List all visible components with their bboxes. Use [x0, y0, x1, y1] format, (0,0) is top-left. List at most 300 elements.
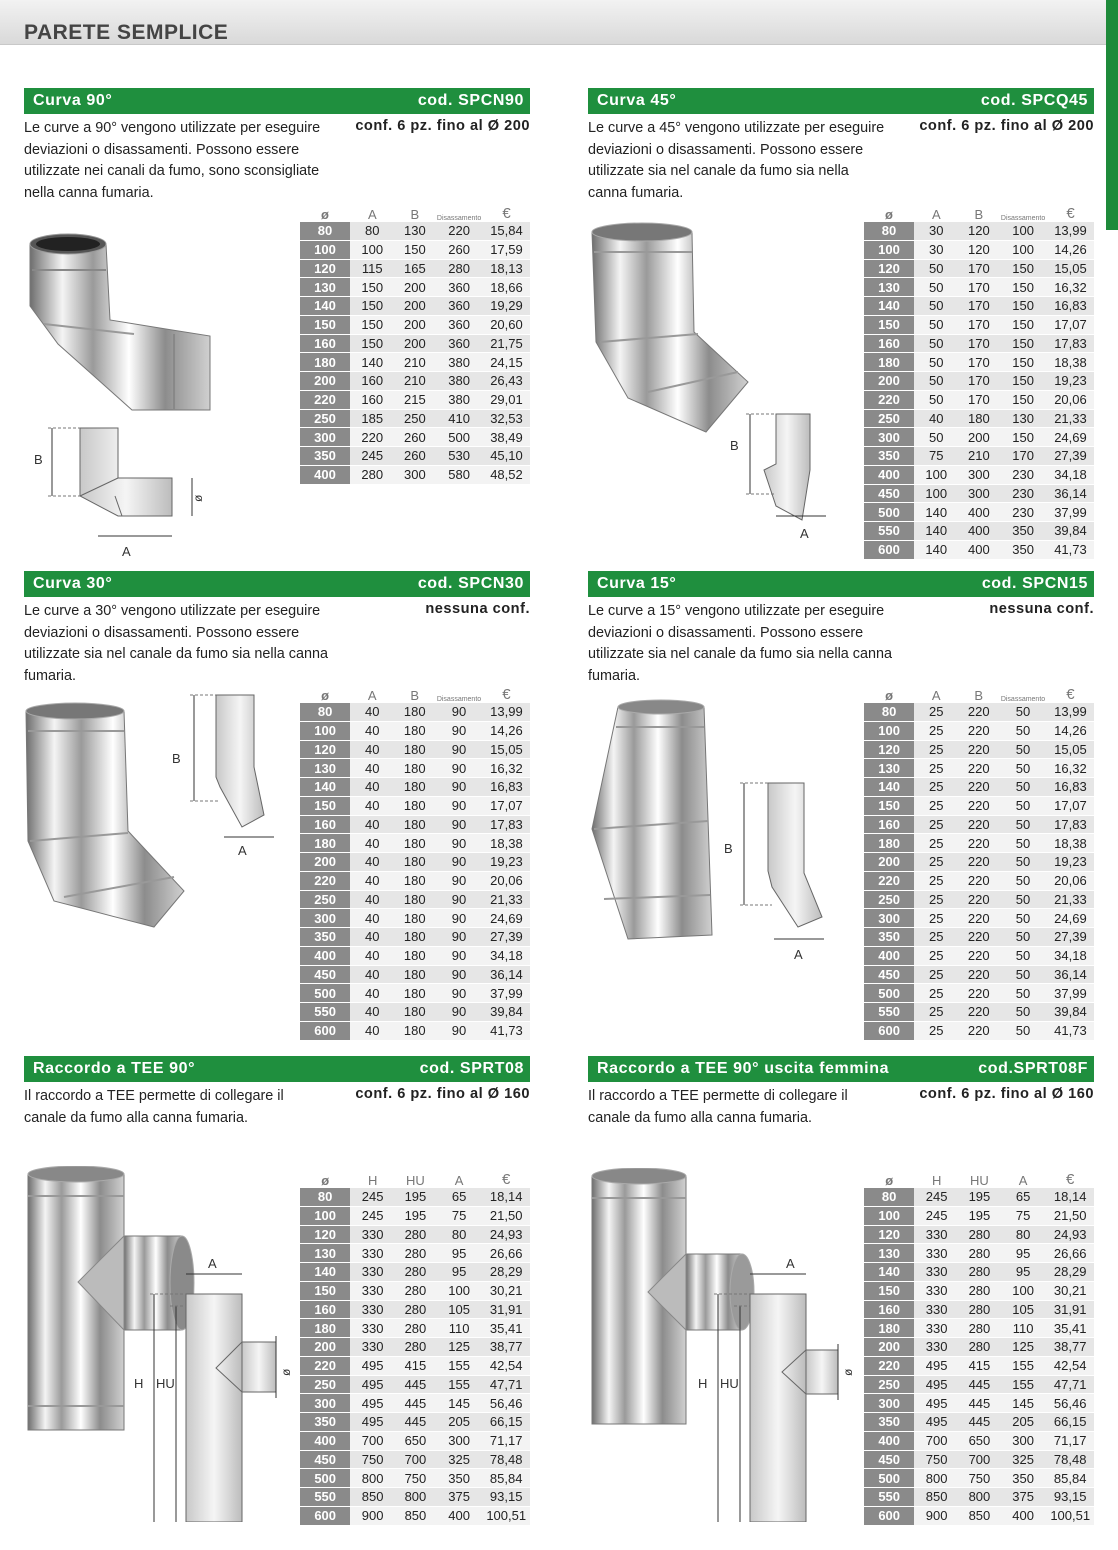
- table-cell: 245: [914, 1188, 959, 1206]
- price-cell: 93,15: [482, 1488, 530, 1507]
- table-cell: 80: [1000, 1225, 1047, 1244]
- table-cell: 650: [959, 1431, 1000, 1450]
- diameter-cell: 350: [300, 928, 350, 947]
- diameter-cell: 130: [300, 1244, 350, 1263]
- diameter-cell: 100: [864, 721, 914, 740]
- price-cell: 19,23: [483, 853, 530, 872]
- column-header: B: [410, 207, 420, 222]
- dimension-drawing: [726, 408, 846, 548]
- price-cell: 85,84: [1046, 1469, 1094, 1488]
- table-cell: 50: [999, 740, 1047, 759]
- diameter-cell: 150: [300, 1281, 350, 1300]
- product-code: cod. SPCN15: [981, 575, 1088, 592]
- table-row: [300, 740, 530, 759]
- table-cell: 280: [395, 1281, 436, 1300]
- dimension-drawing: [724, 777, 844, 967]
- table-cell: 280: [959, 1225, 1000, 1244]
- table-cell: 25: [914, 871, 958, 890]
- table-cell: 200: [959, 428, 1000, 447]
- diameter-cell: 80: [300, 222, 350, 240]
- table-header-row: [300, 683, 530, 703]
- table-cell: 170: [959, 297, 1000, 316]
- table-cell: 25: [914, 721, 958, 740]
- table-row: [864, 965, 1094, 984]
- table-cell: 220: [958, 965, 999, 984]
- table-cell: 300: [436, 1431, 483, 1450]
- price-cell: 66,15: [1046, 1413, 1094, 1432]
- diameter-cell: 500: [864, 1469, 914, 1488]
- price-cell: 20,06: [1047, 390, 1094, 409]
- diameter-cell: 300: [864, 909, 914, 928]
- diameter-cell: 450: [864, 1450, 914, 1469]
- diameter-cell: 200: [864, 853, 914, 872]
- table-cell: 180: [394, 890, 435, 909]
- table-cell: 350: [999, 540, 1047, 559]
- table-row: [300, 1300, 530, 1319]
- price-cell: 31,91: [1046, 1300, 1094, 1319]
- section-header-bar: [588, 1056, 1094, 1082]
- product-code: cod. SPRT08: [419, 1060, 524, 1077]
- table-row: [300, 1431, 530, 1450]
- table-cell: 115: [350, 259, 394, 278]
- price-cell: 36,14: [483, 965, 530, 984]
- column-header: €: [502, 1171, 511, 1188]
- column-header: ø: [321, 207, 329, 222]
- table-cell: 90: [435, 796, 483, 815]
- table-cell: 40: [350, 946, 394, 965]
- dim-label-hu: HU: [720, 1376, 739, 1391]
- price-cell: 17,07: [1047, 796, 1094, 815]
- price-cell: 38,77: [1046, 1338, 1094, 1357]
- table-cell: 90: [435, 871, 483, 890]
- dimension-drawing: [30, 420, 230, 568]
- price-cell: 71,17: [1046, 1431, 1094, 1450]
- table-cell: 220: [958, 871, 999, 890]
- table-cell: 50: [914, 297, 958, 316]
- table-cell: 220: [958, 853, 999, 872]
- table-cell: 180: [394, 796, 435, 815]
- table-row: [300, 1506, 530, 1525]
- table-cell: 110: [1000, 1319, 1047, 1338]
- table-cell: 330: [350, 1338, 395, 1357]
- table-cell: 90: [435, 703, 483, 721]
- column-header: €: [1066, 205, 1075, 222]
- table-row: [300, 1375, 530, 1394]
- product-code: cod. SPCQ45: [980, 92, 1088, 109]
- table-cell: 245: [350, 1206, 395, 1225]
- table-cell: 195: [959, 1188, 1000, 1206]
- table-cell: 155: [1000, 1356, 1047, 1375]
- diameter-cell: 80: [864, 703, 914, 721]
- dim-label-hu: HU: [156, 1376, 175, 1391]
- price-cell: 39,84: [1047, 522, 1094, 541]
- table-cell: 850: [395, 1506, 436, 1525]
- packaging-info: conf. 6 pz. fino al Ø 160: [919, 1086, 1094, 1102]
- table-cell: 50: [999, 759, 1047, 778]
- table-cell: 95: [436, 1244, 483, 1263]
- table-cell: 40: [350, 853, 394, 872]
- table-cell: 170: [959, 278, 1000, 297]
- table-cell: 40: [350, 1021, 394, 1040]
- table-row: [864, 428, 1094, 447]
- packaging-info: conf. 6 pz. fino al Ø 200: [355, 118, 530, 134]
- table-row: [300, 1188, 530, 1206]
- price-cell: 21,75: [483, 334, 530, 353]
- table-cell: 50: [999, 871, 1047, 890]
- table-cell: 495: [350, 1375, 395, 1394]
- table-cell: 140: [914, 540, 958, 559]
- price-cell: 20,06: [1047, 871, 1094, 890]
- table-row: [300, 1319, 530, 1338]
- table-row: [300, 315, 530, 334]
- price-table: [864, 202, 1094, 560]
- table-cell: 180: [394, 871, 435, 890]
- diameter-cell: 400: [300, 1431, 350, 1450]
- table-row: [864, 390, 1094, 409]
- diameter-cell: 150: [300, 315, 350, 334]
- table-cell: 80: [350, 222, 394, 240]
- table-cell: 50: [999, 778, 1047, 797]
- column-header: A: [367, 688, 377, 703]
- table-cell: 80: [436, 1225, 483, 1244]
- table-row: [864, 1281, 1094, 1300]
- price-cell: 24,93: [1046, 1225, 1094, 1244]
- table-cell: 650: [395, 1431, 436, 1450]
- diameter-cell: 450: [864, 484, 914, 503]
- table-cell: 220: [958, 1003, 999, 1022]
- price-cell: 35,41: [482, 1319, 530, 1338]
- table-cell: 280: [959, 1281, 1000, 1300]
- table-cell: 400: [1000, 1506, 1047, 1525]
- dim-label-a: A: [238, 843, 247, 857]
- table-cell: 50: [999, 853, 1047, 872]
- diameter-cell: 450: [864, 965, 914, 984]
- table-row: [300, 240, 530, 259]
- table-cell: 40: [350, 890, 394, 909]
- table-cell: 180: [394, 946, 435, 965]
- diameter-cell: 120: [300, 1225, 350, 1244]
- table-row: [300, 1450, 530, 1469]
- table-cell: 500: [435, 428, 483, 447]
- table-row: [300, 1356, 530, 1375]
- table-cell: 245: [914, 1206, 959, 1225]
- price-table: [300, 1168, 530, 1526]
- table-cell: 140: [914, 522, 958, 541]
- table-row: [300, 759, 530, 778]
- table-cell: 280: [395, 1225, 436, 1244]
- table-row: [300, 1263, 530, 1282]
- price-cell: 18,14: [482, 1188, 530, 1206]
- table-cell: 40: [350, 984, 394, 1003]
- column-header: B: [974, 688, 984, 703]
- table-row: [864, 353, 1094, 372]
- diameter-cell: 250: [864, 409, 914, 428]
- price-cell: 17,59: [483, 240, 530, 259]
- diameter-cell: 350: [300, 447, 350, 466]
- table-row: [864, 1375, 1094, 1394]
- table-cell: 220: [958, 703, 999, 721]
- table-row: [864, 815, 1094, 834]
- table-cell: 180: [394, 853, 435, 872]
- price-cell: 100,51: [1046, 1506, 1094, 1525]
- table-cell: 360: [435, 334, 483, 353]
- table-row: [864, 871, 1094, 890]
- price-cell: 21,33: [1047, 409, 1094, 428]
- dim-label-h: H: [698, 1376, 708, 1391]
- table-row: [864, 259, 1094, 278]
- diameter-cell: 600: [864, 1021, 914, 1040]
- table-cell: 300: [959, 484, 1000, 503]
- table-cell: 205: [1000, 1413, 1047, 1432]
- table-cell: 245: [350, 447, 394, 466]
- table-row: [300, 1488, 530, 1507]
- diameter-cell: 220: [864, 390, 914, 409]
- table-cell: 150: [999, 334, 1047, 353]
- price-cell: 26,66: [1046, 1244, 1094, 1263]
- table-cell: 40: [350, 703, 394, 721]
- table-cell: 40: [350, 740, 394, 759]
- table-cell: 130: [395, 222, 436, 240]
- price-cell: 26,43: [483, 372, 530, 391]
- table-cell: 25: [914, 796, 958, 815]
- table-cell: 40: [350, 909, 394, 928]
- price-cell: 18,38: [483, 834, 530, 853]
- diameter-cell: 180: [864, 1319, 914, 1338]
- table-cell: 180: [394, 740, 435, 759]
- price-cell: 47,71: [1046, 1375, 1094, 1394]
- dim-label-diameter: ø: [191, 494, 205, 502]
- price-cell: 24,69: [1047, 428, 1094, 447]
- column-header: ø: [321, 1173, 330, 1188]
- table-row: [300, 334, 530, 353]
- table-cell: 150: [999, 297, 1047, 316]
- table-row: [864, 1450, 1094, 1469]
- table-cell: 90: [435, 834, 483, 853]
- column-header: B: [410, 688, 420, 703]
- product-section-spcn15: [588, 571, 1094, 1051]
- product-section-spcn90: [24, 88, 530, 568]
- dim-label-a: A: [800, 526, 809, 541]
- product-section-sprt08f: [588, 1056, 1094, 1536]
- table-row: [300, 447, 530, 466]
- diameter-cell: 350: [864, 1413, 914, 1432]
- table-cell: 330: [914, 1263, 959, 1282]
- price-cell: 35,41: [1046, 1319, 1094, 1338]
- table-cell: 105: [436, 1300, 483, 1319]
- table-cell: 200: [395, 278, 436, 297]
- table-cell: 220: [958, 778, 999, 797]
- price-cell: 14,26: [483, 721, 530, 740]
- table-row: [864, 721, 1094, 740]
- diameter-cell: 220: [864, 1356, 914, 1375]
- table-cell: 50: [914, 334, 958, 353]
- table-cell: 25: [914, 815, 958, 834]
- table-cell: 495: [914, 1413, 959, 1432]
- table-cell: 25: [914, 909, 958, 928]
- table-cell: 95: [1000, 1244, 1047, 1263]
- table-cell: 800: [395, 1488, 436, 1507]
- dim-label-a: A: [122, 544, 131, 559]
- table-cell: 750: [395, 1469, 436, 1488]
- table-cell: 170: [959, 353, 1000, 372]
- table-cell: 360: [435, 297, 483, 316]
- price-cell: 13,99: [1047, 222, 1094, 240]
- column-header: €: [502, 205, 511, 222]
- diameter-cell: 550: [300, 1003, 350, 1022]
- column-header: A: [931, 688, 941, 703]
- table-cell: 180: [394, 984, 435, 1003]
- table-row: [300, 946, 530, 965]
- price-cell: 27,39: [1047, 928, 1094, 947]
- table-row: [300, 834, 530, 853]
- dim-label-a: A: [794, 947, 803, 962]
- table-cell: 800: [350, 1469, 395, 1488]
- table-cell: 155: [436, 1375, 483, 1394]
- table-cell: 50: [914, 278, 958, 297]
- table-cell: 155: [436, 1356, 483, 1375]
- table-cell: 220: [958, 815, 999, 834]
- table-row: [300, 1338, 530, 1357]
- table-cell: 195: [395, 1188, 436, 1206]
- table-row: [864, 1319, 1094, 1338]
- table-row: [864, 1488, 1094, 1507]
- table-row: [864, 796, 1094, 815]
- table-cell: 95: [1000, 1263, 1047, 1282]
- column-header: H: [367, 1173, 378, 1188]
- diameter-cell: 140: [864, 1263, 914, 1282]
- price-cell: 71,17: [482, 1431, 530, 1450]
- section-header-bar: [588, 571, 1094, 597]
- table-row: [300, 984, 530, 1003]
- table-cell: 410: [435, 409, 483, 428]
- table-cell: 160: [350, 372, 394, 391]
- diameter-cell: 140: [864, 297, 914, 316]
- price-cell: 18,13: [483, 259, 530, 278]
- table-row: [864, 1506, 1094, 1525]
- diameter-cell: 600: [300, 1506, 350, 1525]
- table-cell: 170: [959, 259, 1000, 278]
- table-cell: 50: [999, 909, 1047, 928]
- table-cell: 220: [958, 946, 999, 965]
- price-cell: 13,99: [1047, 703, 1094, 721]
- column-header: HU: [970, 1173, 989, 1188]
- table-row: [300, 1469, 530, 1488]
- table-cell: 75: [914, 447, 958, 466]
- price-cell: 15,05: [483, 740, 530, 759]
- diameter-cell: 200: [300, 1338, 350, 1357]
- price-cell: 36,14: [1047, 965, 1094, 984]
- price-cell: 16,83: [483, 778, 530, 797]
- product-code: cod. SPCN90: [417, 92, 524, 109]
- table-cell: 415: [959, 1356, 1000, 1375]
- table-cell: 90: [435, 984, 483, 1003]
- table-cell: 40: [350, 965, 394, 984]
- price-cell: 18,14: [1046, 1188, 1094, 1206]
- table-cell: 150: [999, 353, 1047, 372]
- price-cell: 29,01: [483, 390, 530, 409]
- price-cell: 41,73: [483, 1021, 530, 1040]
- diameter-cell: 600: [864, 1506, 914, 1525]
- price-cell: 26,66: [482, 1244, 530, 1263]
- price-cell: 30,21: [1046, 1281, 1094, 1300]
- dim-label-b: B: [34, 452, 43, 467]
- table-row: [864, 1188, 1094, 1206]
- table-cell: 215: [395, 390, 436, 409]
- table-row: [300, 372, 530, 391]
- table-cell: 180: [394, 815, 435, 834]
- price-cell: 21,33: [483, 890, 530, 909]
- table-cell: 250: [395, 409, 436, 428]
- table-cell: 100: [914, 484, 958, 503]
- dim-label-b: B: [730, 438, 739, 453]
- table-row: [864, 484, 1094, 503]
- diameter-cell: 550: [300, 1488, 350, 1507]
- price-cell: 19,23: [1047, 853, 1094, 872]
- diameter-cell: 180: [864, 353, 914, 372]
- table-cell: 220: [958, 740, 999, 759]
- diameter-cell: 120: [300, 740, 350, 759]
- table-cell: 360: [435, 278, 483, 297]
- table-cell: 220: [958, 834, 999, 853]
- price-cell: 14,26: [1047, 240, 1094, 259]
- table-cell: 90: [435, 778, 483, 797]
- diameter-cell: 200: [864, 1338, 914, 1357]
- table-cell: 850: [350, 1488, 395, 1507]
- diameter-cell: 200: [300, 853, 350, 872]
- packaging-info: conf. 6 pz. fino al Ø 200: [919, 118, 1094, 134]
- price-cell: 17,07: [483, 796, 530, 815]
- table-cell: 445: [959, 1413, 1000, 1432]
- table-cell: 50: [914, 372, 958, 391]
- table-cell: 90: [435, 721, 483, 740]
- table-cell: 220: [958, 759, 999, 778]
- table-row: [864, 1356, 1094, 1375]
- diameter-cell: 100: [300, 1206, 350, 1225]
- table-cell: 50: [999, 815, 1047, 834]
- price-cell: 37,99: [1047, 984, 1094, 1003]
- table-cell: 170: [959, 390, 1000, 409]
- price-cell: 47,71: [482, 1375, 530, 1394]
- table-row: [300, 278, 530, 297]
- product-description: Il raccordo a TEE permette di collegare il canale da fumo alla canna fumaria.: [24, 1088, 284, 1126]
- table-cell: 100: [1000, 1281, 1047, 1300]
- price-cell: 17,83: [483, 815, 530, 834]
- diameter-cell: 300: [300, 909, 350, 928]
- table-cell: 90: [435, 946, 483, 965]
- price-cell: 93,15: [1046, 1488, 1094, 1507]
- table-cell: 165: [395, 259, 436, 278]
- diameter-cell: 250: [864, 1375, 914, 1394]
- table-row: [300, 1003, 530, 1022]
- diameter-cell: 130: [300, 278, 350, 297]
- table-cell: 330: [350, 1263, 395, 1282]
- table-row: [300, 871, 530, 890]
- table-row: [300, 353, 530, 372]
- price-cell: 34,18: [1047, 465, 1094, 484]
- table-cell: 100: [999, 240, 1047, 259]
- table-cell: 145: [1000, 1394, 1047, 1413]
- table-row: [300, 703, 530, 721]
- product-photo: [24, 224, 229, 414]
- product-description: Le curve a 15° vengono utilizzate per eseguire deviazioni o disassamenti. Possono essere utilizzate sia nel canale da fumo sia nella canna fumaria.: [588, 603, 892, 684]
- table-row: [864, 778, 1094, 797]
- dim-label-b: B: [172, 751, 181, 766]
- table-cell: 25: [914, 1003, 958, 1022]
- table-cell: 330: [914, 1244, 959, 1263]
- table-cell: 330: [914, 1300, 959, 1319]
- table-cell: 180: [394, 909, 435, 928]
- table-cell: 220: [958, 796, 999, 815]
